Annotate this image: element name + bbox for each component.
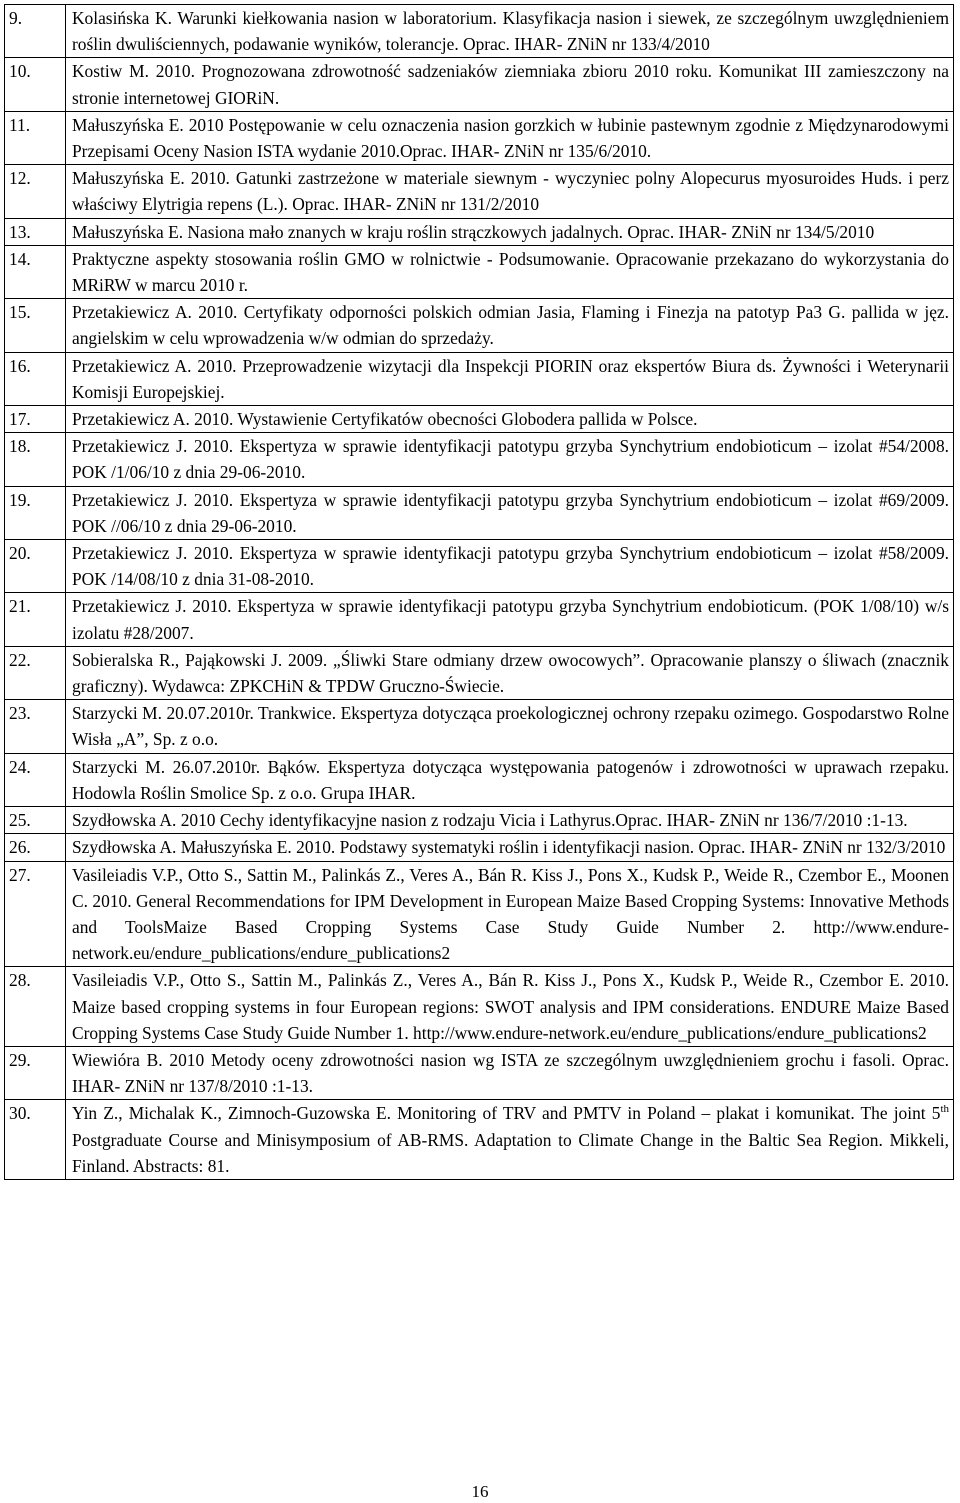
table-row [5,861,954,967]
entry-number: 10. [5,58,66,111]
page-number: 16 [471,1482,489,1501]
entry-text: Starzycki M. 20.07.2010r. Trankwice. Ekspertyza dotycząca proekologicznej ochrony rzepaku ozimego. Gospodarstwo Rolne Wisła „A”, Sp. z o.o. [66,700,954,753]
table-row [5,111,954,164]
entry-number: 18. [5,433,66,486]
table-row [5,807,954,834]
entry-text: Szydłowska A. 2010 Cechy identyfikacyjne nasion z rodzaju Vicia i Lathyrus.Oprac. IHAR- ZNiN nr 136/7/2010 :1-13. [66,807,954,834]
references-table [4,4,954,1180]
table-row [5,700,954,753]
entry-number: 29. [5,1046,66,1099]
entry-text: Kostiw M. 2010. Prognozowana zdrowotność sadzeniaków ziemniaka zbioru 2010 roku. Komunikat III zamieszczony na stronie internetowej GIORiN. [66,58,954,111]
table-row [5,753,954,806]
table-row [5,433,954,486]
entry-number: 28. [5,967,66,1047]
entry-text: Przetakiewicz A. 2010. Przeprowadzenie wizytacji dla Inspekcji PIORIN oraz ekspertów Biura ds. Żywności i Weterynarii Komisji Europejskiej. [66,352,954,405]
entry-text: Wiewióra B. 2010 Metody oceny zdrowotności nasion wg ISTA ze szczególnym uwzględnieniem grochu i fasoli. Oprac. IHAR- ZNiN nr 137/8/2010 :1-13. [66,1046,954,1099]
entry-number: 12. [5,165,66,218]
entry-number: 25. [5,807,66,834]
entry-number: 22. [5,646,66,699]
entry-number: 11. [5,111,66,164]
entry-text: Vasileiadis V.P., Otto S., Sattin M., Palinkás Z., Veres A., Bán R. Kiss J., Pons X., Kudsk P., Weide R., Czembor E., Moonen C. 2010. General Recommendations for IPM Development in European Maize Based Cropping Systems: Innovative Methods and ToolsMaize Based Cropping Systems Case Study Guide Number 2. http://www.endure-network.eu/endure_publications/endure_publications2 [66,861,954,967]
table-row [5,352,954,405]
entry-text-part: Postgraduate Course and Minisymposium of AB-RMS. Adaptation to Climate Change in the Baltic Sea Region. Mikkeli, Finland. Abstracts: 81. [72,1129,949,1176]
ordinal-superscript: th [940,1103,949,1116]
table-row [5,406,954,433]
entry-text: Przetakiewicz J. 2010. Ekspertyza w sprawie identyfikacji patotypu grzyba Synchytrium endobioticum – izolat #69/2009. POK //06/10 z dnia 29-06-2010. [66,486,954,539]
entry-number: 26. [5,834,66,861]
entry-text: Sobieralska R., Pająkowski J. 2009. „Śliwki Stare odmiany drzew owocowych”. Opracowanie planszy o śliwach (znacznik graficzny). Wydawca: ZPKCHiN & TPDW Gruczno-Świecie. [66,646,954,699]
table-row [5,58,954,111]
table-row [5,646,954,699]
table-row [5,1100,954,1180]
entry-text-part: Yin Z., Michalak K., Zimnoch-Guzowska E. Monitoring of TRV and PMTV in Poland – plakat i komunikat. The joint 5 [72,1103,941,1124]
entry-number: 24. [5,753,66,806]
table-row [5,245,954,298]
entry-text: Przetakiewicz A. 2010. Wystawienie Certyfikatów obecności Globodera pallida w Polsce. [66,406,954,433]
references-body [5,5,954,1180]
table-row [5,486,954,539]
table-row [5,299,954,352]
table-row [5,5,954,58]
entry-text: Praktyczne aspekty stosowania roślin GMO w rolnictwie - Podsumowanie. Opracowanie przekazano do wykorzystania do MRiRW w marcu 2010 r. [66,245,954,298]
table-row [5,165,954,218]
table-row [5,218,954,245]
table-row [5,540,954,593]
entry-number: 15. [5,299,66,352]
entry-text: Przetakiewicz A. 2010. Certyfikaty odporności polskich odmian Jasia, Flaming i Finezja na patotyp Pa3 G. pallida w jęz. angielskim w celu wprowadzenia w/w odmian do sprzedaży. [66,299,954,352]
entry-number: 13. [5,218,66,245]
entry-text: Małuszyńska E. Nasiona mało znanych w kraju roślin strączkowych jadalnych. Oprac. IHAR- ZNiN nr 134/5/2010 [66,218,954,245]
entry-number: 21. [5,593,66,646]
entry-text [66,1100,954,1180]
entry-number: 27. [5,861,66,967]
entry-text: Szydłowska A. Małuszyńska E. 2010. Podstawy systematyki roślin i identyfikacji nasion. Oprac. IHAR- ZNiN nr 132/3/2010 [66,834,954,861]
entry-number: 9. [5,5,66,58]
table-row [5,967,954,1047]
table-row [5,834,954,861]
entry-number: 23. [5,700,66,753]
entry-text: Przetakiewicz J. 2010. Ekspertyza w sprawie identyfikacji patotypu grzyba Synchytrium endobioticum. (POK 1/08/10) w/s izolatu #28/2007. [66,593,954,646]
entry-text: Vasileiadis V.P., Otto S., Sattin M., Palinkás Z., Veres A., Bán R. Kiss J., Pons X., Kudsk P., Weide R., Czembor E. 2010. Maize based cropping systems in four European regions: SWOT analysis and IPM considerations. ENDURE Maize Based Cropping Systems Case Study Guide Number 1. http://www.endure-network.eu/endure_publications/endure_publications2 [66,967,954,1047]
table-row [5,1046,954,1099]
entry-number: 20. [5,540,66,593]
entry-text: Przetakiewicz J. 2010. Ekspertyza w sprawie identyfikacji patotypu grzyba Synchytrium endobioticum – izolat #58/2009. POK /14/08/10 z dnia 31-08-2010. [66,540,954,593]
entry-number: 19. [5,486,66,539]
entry-text: Małuszyńska E. 2010. Gatunki zastrzeżone w materiale siewnym - wyczyniec polny Alopecurus myosuroides Huds. i perz właściwy Elytrigia repens (L.). Oprac. IHAR- ZNiN nr 131/2/2010 [66,165,954,218]
entry-text: Kolasińska K. Warunki kiełkowania nasion w laboratorium. Klasyfikacja nasion i siewek, ze szczególnym uwzględnieniem roślin dwuliściennych, podawanie wyników, tolerancje. Oprac. IHAR- ZNiN nr 133/4/2010 [66,5,954,58]
table-row [5,593,954,646]
entry-text: Przetakiewicz J. 2010. Ekspertyza w sprawie identyfikacji patotypu grzyba Synchytrium endobioticum – izolat #54/2008. POK /1/06/10 z dnia 29-06-2010. [66,433,954,486]
entry-number: 17. [5,406,66,433]
entry-text: Małuszyńska E. 2010 Postępowanie w celu oznaczenia nasion gorzkich w łubinie pastewnym zgodnie z Międzynarodowymi Przepisami Oceny Nasion ISTA wydanie 2010.Oprac. IHAR- ZNiN nr 135/6/2010. [66,111,954,164]
entry-number: 16. [5,352,66,405]
entry-number: 30. [5,1100,66,1180]
entry-number: 14. [5,245,66,298]
entry-text: Starzycki M. 26.07.2010r. Bąków. Ekspertyza dotycząca występowania patogenów i zdrowotności w uprawach rzepaku. Hodowla Roślin Smolice Sp. z o.o. Grupa IHAR. [66,753,954,806]
